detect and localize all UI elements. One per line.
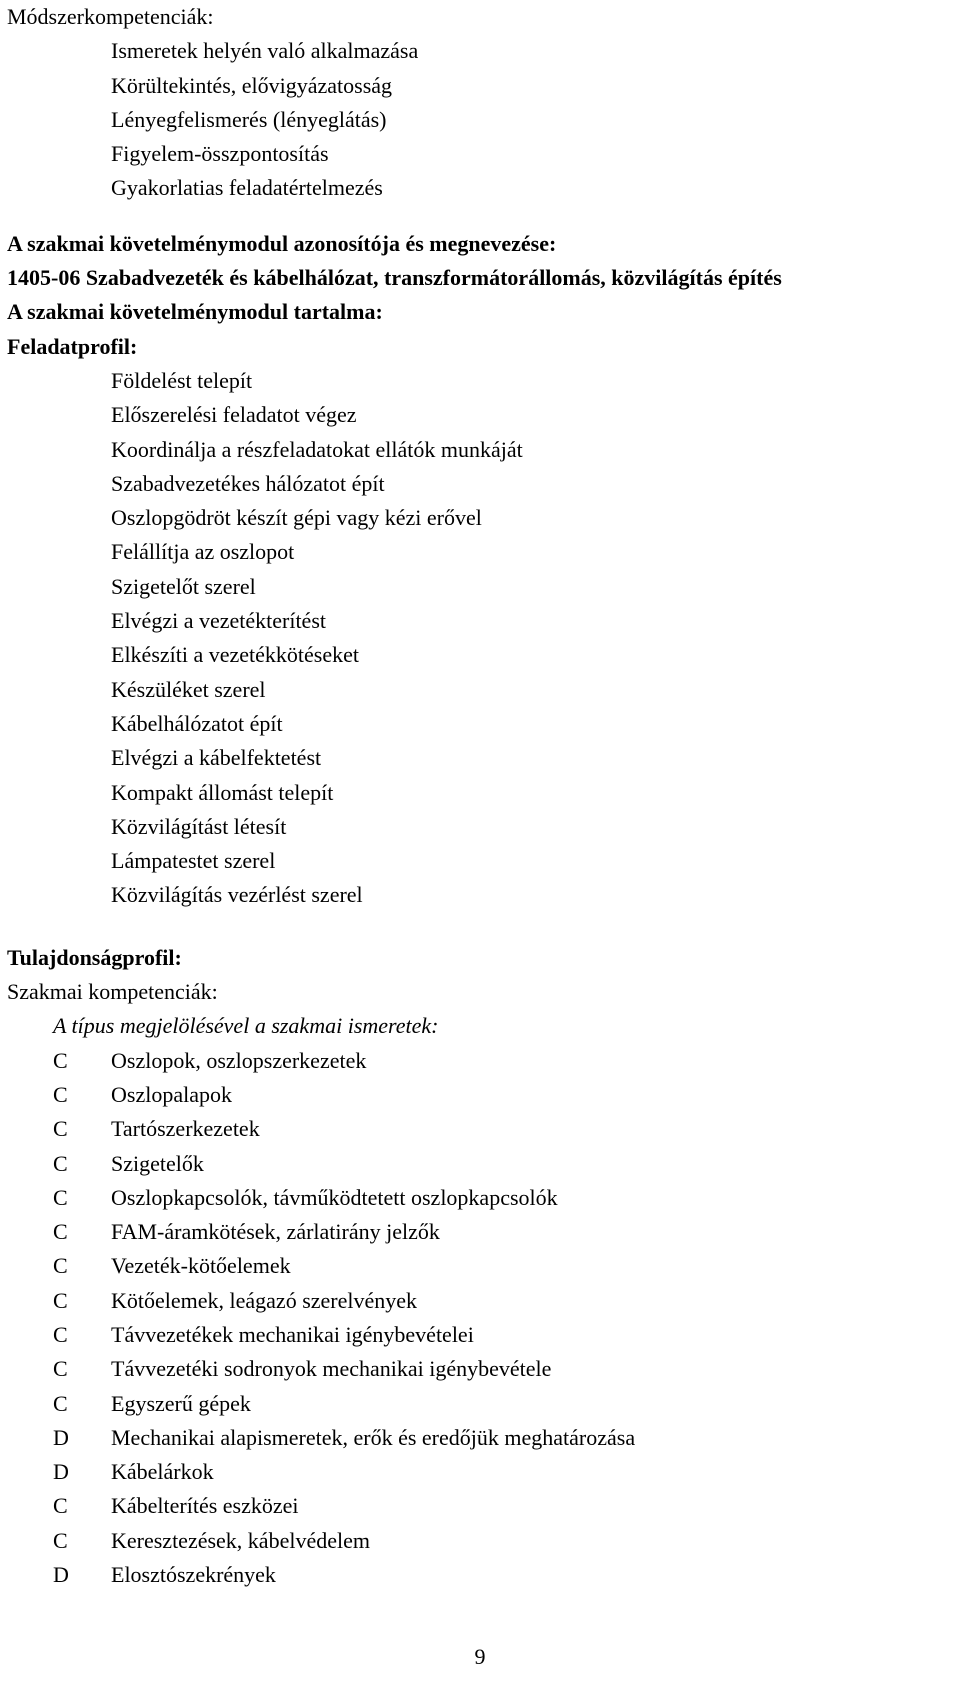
knowledge-item	[7, 1112, 953, 1146]
spacer	[7, 913, 953, 941]
knowledge-item	[7, 1421, 953, 1455]
knowledge-item	[7, 1352, 953, 1386]
methods-item: Körültekintés, elővigyázatosság	[111, 72, 393, 98]
knowledge-text: Oszlopkapcsolók, távműködtetett oszlopkapcsolók	[111, 1184, 558, 1210]
knowledge-text: Távvezetéki sodronyok mechanikai igénybevétele	[111, 1356, 552, 1382]
knowledge-type-letter: C	[53, 1219, 68, 1245]
methods-list	[7, 34, 953, 205]
task-item: Felállítja az oszlopot	[111, 539, 295, 565]
task-item: Készüléket szerel	[111, 676, 266, 702]
knowledge-item	[7, 1558, 953, 1592]
knowledge-item	[7, 1215, 953, 1249]
knowledge-type-letter: D	[53, 1459, 69, 1485]
knowledge-type-letter: C	[53, 1287, 68, 1313]
methods-item: Gyakorlatias feladatértelmezés	[111, 175, 383, 201]
knowledge-item	[7, 1147, 953, 1181]
knowledge-type-letter: C	[53, 1047, 68, 1073]
knowledge-type-letter: C	[53, 1527, 68, 1553]
knowledge-text: Távvezetékek mechanikai igénybevételei	[111, 1321, 474, 1347]
knowledge-type-letter: C	[53, 1116, 68, 1142]
knowledge-text: Mechanikai alapismeretek, erők és eredőjük meghatározása	[111, 1424, 636, 1450]
knowledge-text: FAM-áramkötések, zárlatirány jelzők	[111, 1219, 440, 1245]
knowledge-text: Szigetelők	[111, 1150, 204, 1176]
knowledge-type-letter: D	[53, 1562, 69, 1588]
page-number: 9	[474, 1644, 486, 1669]
task-item: Földelést telepít	[111, 367, 253, 393]
task-item: Elvégzi a vezetékterítést	[111, 608, 326, 634]
task-item: Elkészíti a vezetékkötéseket	[111, 642, 359, 668]
knowledge-type-letter: C	[53, 1356, 68, 1382]
knowledge-text: Oszlopalapok	[111, 1081, 232, 1107]
knowledge-text: Kötőelemek, leágazó szerelvények	[111, 1287, 418, 1313]
knowledge-type-letter: C	[53, 1493, 68, 1519]
methods-item: Ismeretek helyén való alkalmazása	[111, 38, 419, 64]
methods-heading: Módszerkompetenciák:	[7, 4, 214, 29]
knowledge-text: Kábelterítés eszközei	[111, 1493, 299, 1519]
knowledge-item	[7, 1524, 953, 1558]
task-profile-list	[7, 364, 953, 913]
task-item: Koordinálja a részfeladatokat ellátók munkáját	[111, 436, 523, 462]
knowledge-text: Kábelárkok	[111, 1459, 214, 1485]
knowledge-text: Keresztezések, kábelvédelem	[111, 1527, 370, 1553]
task-profile-heading: Feladatprofil:	[7, 333, 138, 359]
type-knowledge-heading: A típus megjelölésével a szakmai ismeretek:	[53, 1013, 439, 1039]
knowledge-type-letter: C	[53, 1081, 68, 1107]
methods-item: Lényegfelismerés (lényeglátás)	[111, 106, 387, 132]
document-page	[7, 0, 953, 1592]
task-item: Szabadvezetékes hálózatot épít	[111, 470, 385, 496]
property-profile-heading: Tulajdonságprofil:	[7, 944, 182, 970]
knowledge-type-letter: D	[53, 1424, 69, 1450]
knowledge-item	[7, 1284, 953, 1318]
knowledge-type-letter: C	[53, 1253, 68, 1279]
professional-competencies-heading: Szakmai kompetenciák:	[7, 979, 218, 1005]
task-item: Közvilágítást létesít	[111, 813, 287, 839]
knowledge-type-letter: C	[53, 1184, 68, 1210]
task-item: Lámpatestet szerel	[111, 848, 276, 874]
module-content-heading: A szakmai követelménymodul tartalma:	[7, 299, 383, 325]
methods-item: Figyelem-összpontosítás	[111, 141, 329, 167]
knowledge-text: Egyszerű gépek	[111, 1390, 251, 1416]
task-item: Kompakt állomást telepít	[111, 779, 334, 805]
typed-knowledge-list	[7, 1044, 953, 1593]
knowledge-item	[7, 1044, 953, 1078]
knowledge-item	[7, 1489, 953, 1523]
task-item: Kábelhálózatot épít	[111, 710, 283, 736]
task-item: Szigetelőt szerel	[111, 573, 256, 599]
knowledge-type-letter: C	[53, 1321, 68, 1347]
spacer	[7, 206, 953, 227]
knowledge-type-letter: C	[53, 1390, 68, 1416]
knowledge-item	[7, 1455, 953, 1489]
knowledge-item	[7, 1249, 953, 1283]
knowledge-type-letter: C	[53, 1150, 68, 1176]
knowledge-item	[7, 1387, 953, 1421]
knowledge-item	[7, 1318, 953, 1352]
task-item: Oszlopgödröt készít gépi vagy kézi erővel	[111, 505, 482, 531]
knowledge-item	[7, 1078, 953, 1112]
knowledge-item	[7, 1181, 953, 1215]
knowledge-text: Tartószerkezetek	[111, 1116, 260, 1142]
knowledge-text: Oszlopok, oszlopszerkezetek	[111, 1047, 367, 1073]
knowledge-text: Vezeték-kötőelemek	[111, 1253, 291, 1279]
task-item: Elvégzi a kábelfektetést	[111, 745, 322, 771]
module-id-heading: A szakmai követelménymodul azonosítója és megnevezése:	[7, 230, 557, 256]
module-id-title: 1405-06 Szabadvezeték és kábelhálózat, transzformátorállomás, közvilágítás építés	[7, 265, 782, 291]
knowledge-text: Elosztószekrények	[111, 1562, 276, 1588]
task-item: Közvilágítás vezérlést szerel	[111, 882, 363, 908]
task-item: Előszerelési feladatot végez	[111, 402, 357, 428]
